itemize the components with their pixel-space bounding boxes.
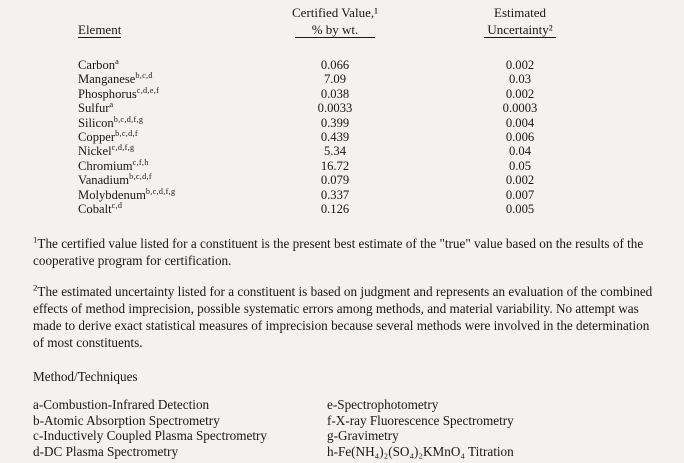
column-header-uncertainty: [422, 21, 618, 38]
element-method-superscript: a: [109, 100, 114, 110]
element-method-superscript: b,c,d: [135, 71, 153, 81]
estimated-uncertainty-cell: 0.005: [505, 202, 535, 217]
column-header-element: [78, 21, 248, 38]
certified-value-cell: 0.0033: [317, 101, 353, 116]
element-name: Carbon$^a$: [78, 56, 120, 72]
estimated-uncertainty-cell: 0.002: [505, 86, 535, 101]
estimated-uncertainty-cell: 0.006: [505, 130, 535, 145]
certified-value-cell: 7.09: [323, 72, 347, 87]
method-item: a-Combustion-Infrared Detection: [33, 397, 210, 412]
estimated-uncertainty-cell: 0.04: [508, 144, 532, 159]
element-method-superscript: c,f,h: [132, 157, 149, 167]
element-name: Sulfur$^a$: [78, 100, 114, 116]
footnote-1-marker: 1: [33, 234, 38, 245]
element-method-superscript: b,c,d,f,g: [113, 114, 144, 124]
estimated-uncertainty-cell: 0.05: [508, 158, 532, 173]
element-method-superscript: b,c,d,f: [129, 172, 152, 182]
footnote-1-text: The certified value listed for a constituent is the present best estimate of the "true" value based on the results of the cooperative program for certification.: [33, 236, 644, 268]
certified-value-cell: 0.038: [320, 86, 350, 101]
footnote-1: [33, 236, 659, 270]
certified-value-cell: 0.399: [320, 115, 350, 130]
element-method-superscript: b,c,d,f: [115, 128, 138, 138]
method-item: f-X-ray Fluorescence Spectrometry: [327, 412, 514, 428]
element-header-label: Element: [78, 22, 122, 37]
method-item: c-Inductively Coupled Plasma Spectrometry: [33, 428, 268, 443]
footnote-2-text: The estimated uncertainty listed for a constituent is based on judgment and represents an evaluation of the combined effects of method imprecision, possible systematic errors among methods, and material variability. No attempt was made to derive exact statistical measures of imprecision because several methods were involved in the determination of most constituents.: [33, 284, 653, 350]
certified-value-cell: 0.079: [320, 173, 350, 188]
percent-by-wt-label: % by wt.: [295, 22, 376, 38]
element-name: Cobalt$^{c,d}$: [78, 200, 123, 217]
table-header-gap: [78, 38, 618, 58]
element-name: Chromium$^{c,f,h}$: [78, 157, 149, 173]
element-method-superscript: c,d,f,g: [111, 143, 135, 153]
certified-value-cell: 0.126: [320, 202, 350, 217]
column-header-estimated: Estimated: [494, 5, 546, 20]
element-name: Manganese$^{b,c,d}$: [78, 71, 153, 87]
method-item: d-DC Plasma Spectrometry: [33, 443, 179, 459]
header-spacer: [78, 4, 248, 21]
certified-value-cell: 16.72: [320, 158, 350, 173]
methods-heading: Method/Techniques: [33, 369, 138, 384]
column-header-certified-value: Certified Value,¹: [292, 5, 378, 20]
footnote-2-marker: 2: [33, 282, 38, 293]
methods-left: [33, 397, 267, 459]
element-method-superscript: c,d: [111, 200, 123, 210]
column-header-percent-by-wt: [248, 21, 422, 38]
element-name: Vanadium$^{b,c,d,f}$: [78, 172, 152, 188]
element-name: Phosphorus$^{c,d,e,f}$: [78, 85, 160, 101]
method-item: g-Gravimetry: [327, 428, 399, 443]
estimated-uncertainty-cell: 0.007: [505, 187, 535, 202]
method-item: h-Fe(NH₄)₂(SO₄)₂KMnO₄ Titration: [327, 443, 514, 459]
estimated-uncertainty-cell: 0.03: [508, 72, 532, 87]
method-item: b-Atomic Absorption Spectrometry: [33, 412, 220, 428]
estimated-uncertainty-cell: 0.0003: [502, 101, 538, 116]
certified-value-cell: 0.439: [320, 130, 350, 145]
certified-value-cell: 5.34: [323, 144, 347, 159]
method-item: e-Spectrophotometry: [327, 397, 439, 412]
element-name: Copper$^{b,c,d,f}$: [78, 128, 138, 145]
element-name: Nickel$^{c,d,f,g}$: [78, 143, 135, 159]
element-method-superscript: b,c,d,f,g: [145, 186, 176, 196]
certified-value-cell: 0.337: [320, 187, 350, 202]
element-name: Silicon$^{b,c,d,f,g}$: [78, 114, 144, 130]
element-name: Molybdenum$^{b,c,d,f,g}$: [78, 186, 176, 202]
uncertainty-header-label: Uncertainty²: [484, 22, 555, 38]
element-method-superscript: c,d,e,f: [136, 85, 160, 95]
certified-value-cell: 0.066: [320, 58, 350, 72]
footnote-2: [33, 284, 659, 352]
estimated-uncertainty-cell: 0.002: [505, 58, 535, 72]
estimated-uncertainty-cell: 0.002: [505, 173, 535, 188]
methods-right: [327, 397, 514, 459]
estimated-uncertainty-cell: 0.004: [505, 115, 535, 130]
element-method-superscript: a: [115, 56, 120, 66]
certified-values-table: [78, 4, 618, 216]
